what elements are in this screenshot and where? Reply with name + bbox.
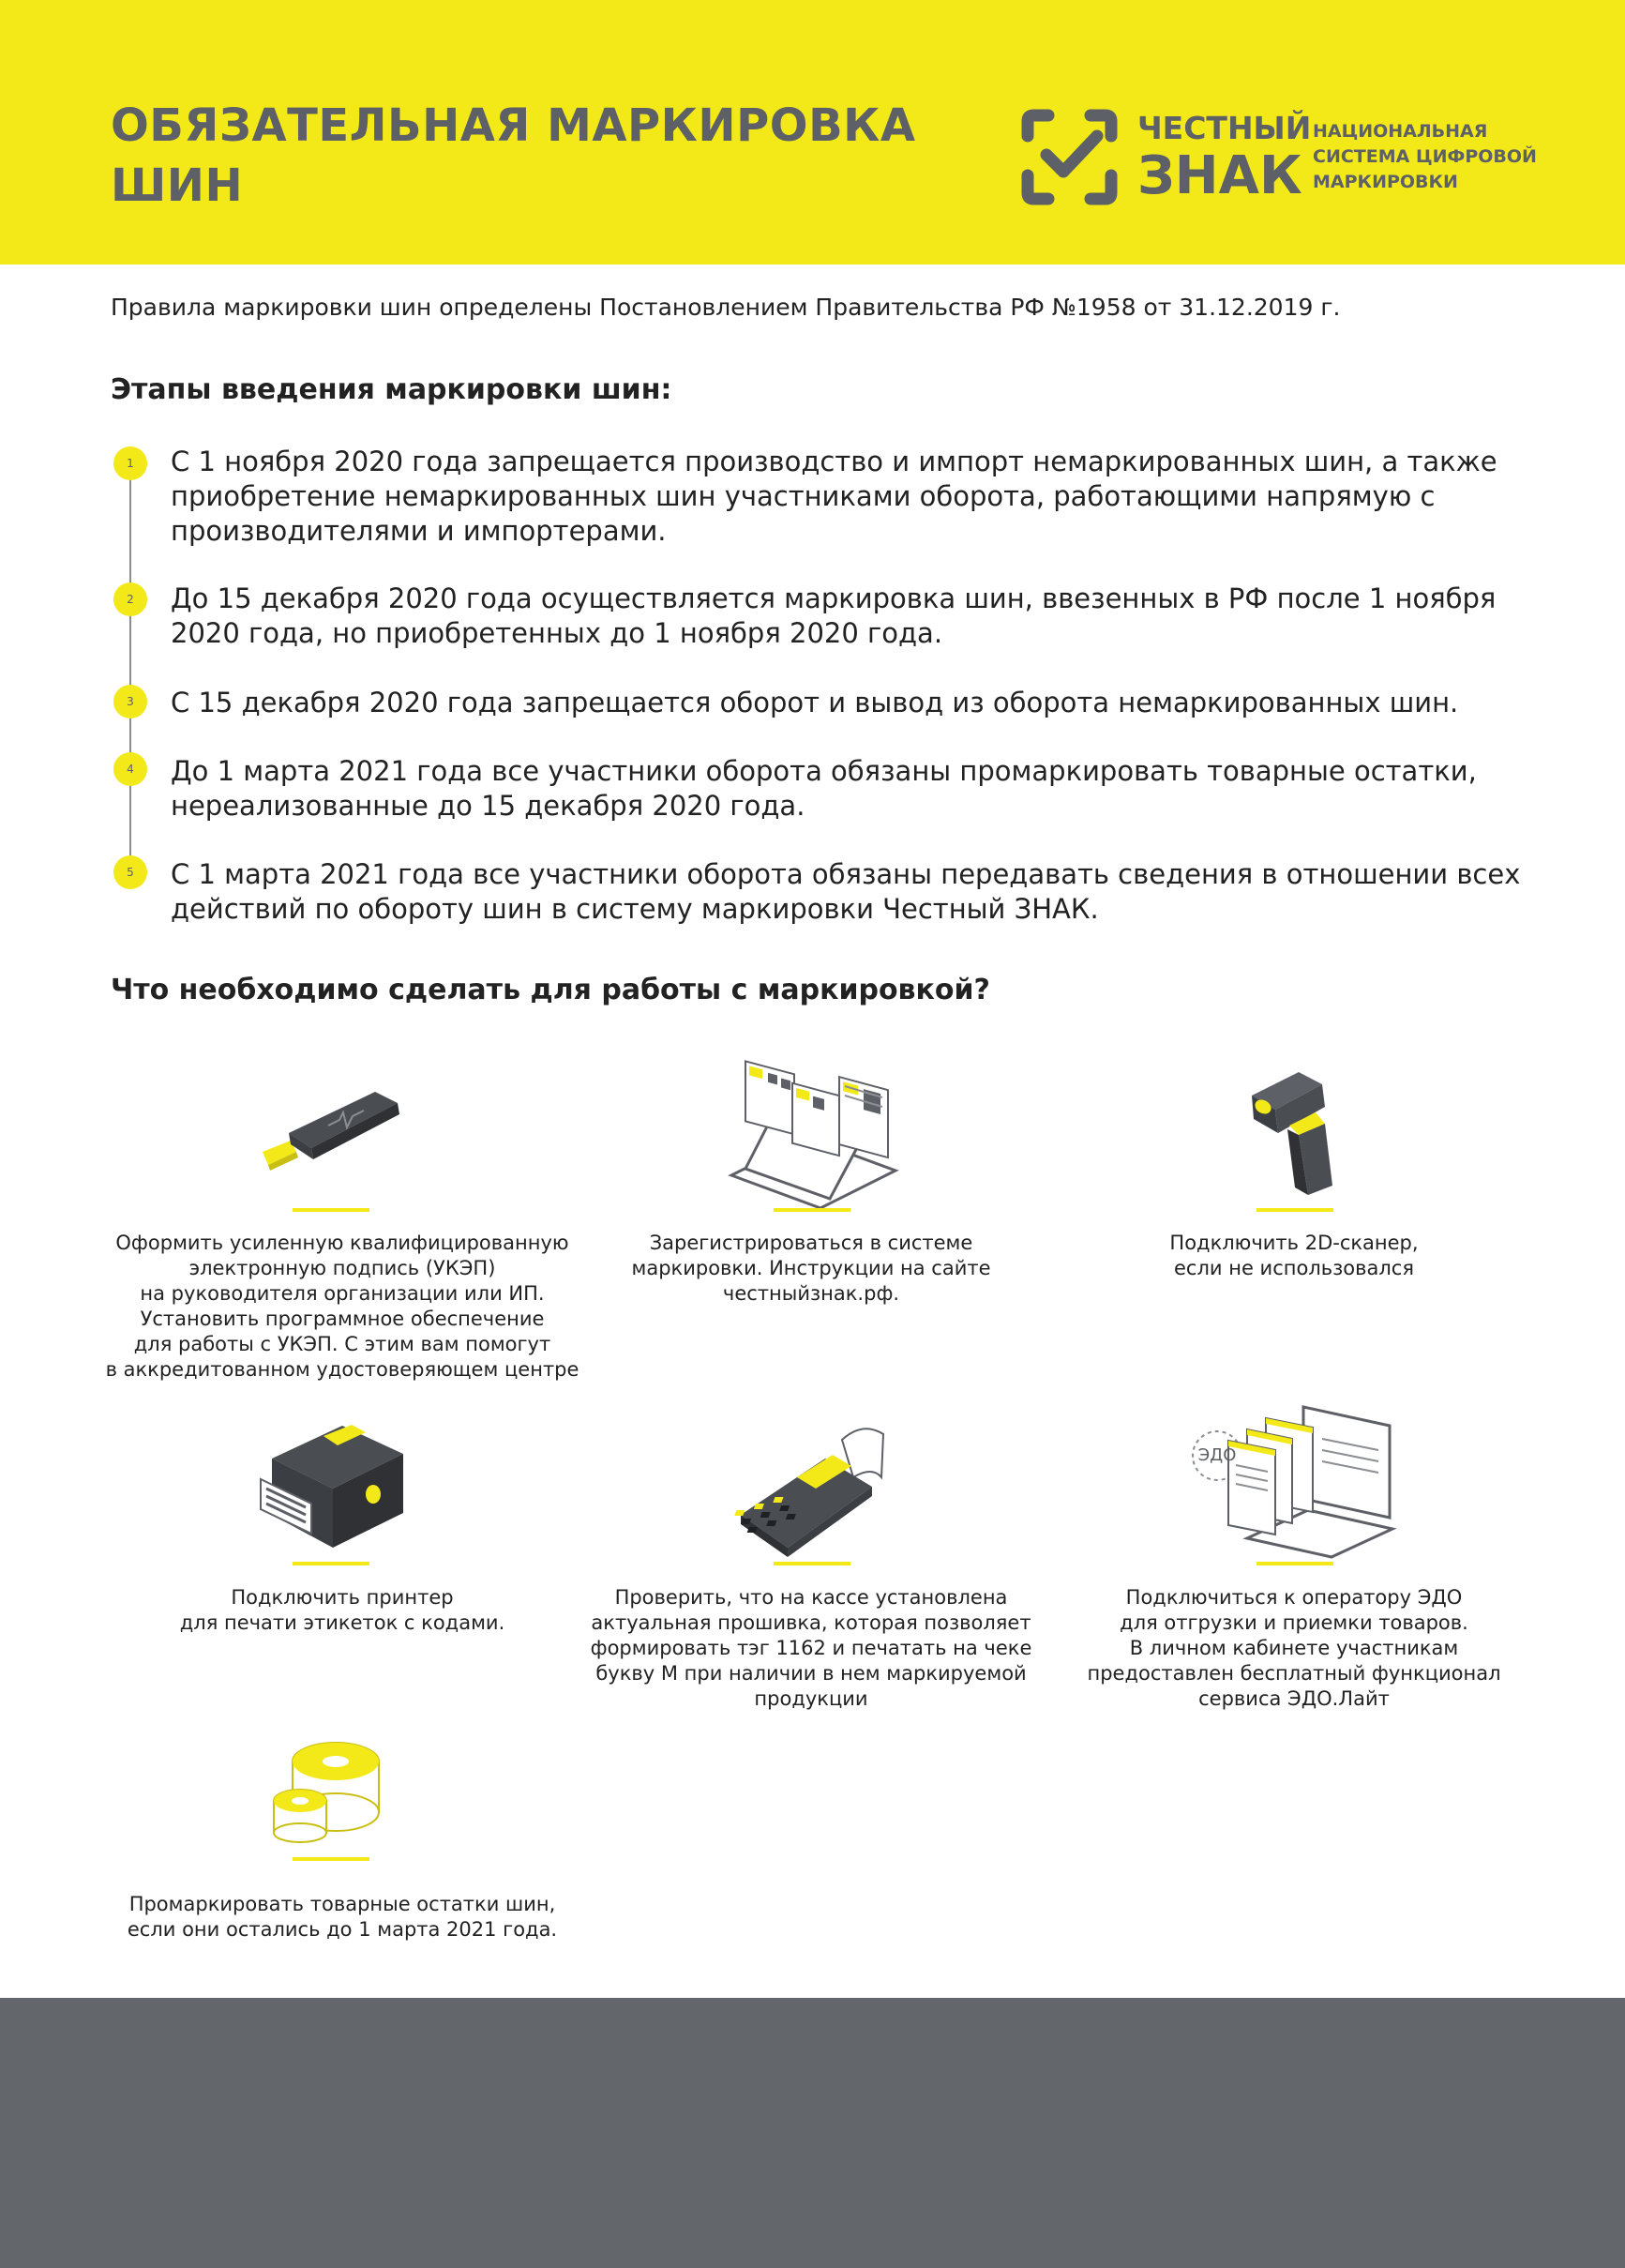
barcode-scanner-icon xyxy=(1242,1067,1346,1199)
timeline-line xyxy=(129,464,131,877)
stages-heading: Этапы введения маркировки шин: xyxy=(111,373,672,406)
usb-token-icon xyxy=(253,1079,403,1172)
edo-laptop-icon xyxy=(1191,1398,1397,1562)
stage-number-badge: 1 xyxy=(113,446,147,480)
icon-underline xyxy=(1256,1562,1333,1565)
icon-underline xyxy=(774,1208,850,1212)
todo-caption: Оформить усиленную квалифицированную электронную подпись (УКЭП) на руководителя организации или ИП. Установить программное обеспечение для работы с УКЭП. С этим вам помогут в аккредитованном удостоверяющем центре xyxy=(105,1232,579,1381)
todo-caption: Проверить, что на кассе установлена актуальная прошивка, которая позволяет формировать тэг 1162 и печатать на чеке букву М при наличии в нем маркируемой продукции xyxy=(590,1586,1032,1710)
stage-text: С 1 ноября 2020 года запрещается производство и импорт немаркированных шин, а также приобретение немаркированных шин участниками оборота, работающими напрямую с производителями и импортерами. xyxy=(171,446,1497,547)
icon-underline xyxy=(1256,1208,1333,1212)
todo-heading: Что необходимо сделать для работы с маркировкой? xyxy=(111,974,990,1006)
stage-number-badge: 4 xyxy=(113,752,147,786)
page-title xyxy=(111,96,955,216)
todo-caption: Промаркировать товарные остатки шин, если они остались до 1 марта 2021 года. xyxy=(127,1893,558,1941)
todo-caption: Подключиться к оператору ЭДО для отгрузки и приемки товаров. В личном кабинете участникам предоставлен бесплатный функционал сервиса ЭДО.Лайт xyxy=(1087,1586,1501,1710)
page-title-line-2: ШИН xyxy=(111,159,244,212)
todo-caption: Зарегистрироваться в системе маркировки. Инструкции на сайте честныйзнак.рф. xyxy=(631,1232,991,1305)
checkmark-logo-icon xyxy=(1020,108,1119,206)
footer-band xyxy=(0,1998,1625,2268)
label-printer-icon xyxy=(253,1421,413,1557)
stage-text: С 15 декабря 2020 года запрещается оборот и вывод из оборота немаркированных шин. xyxy=(171,687,1459,718)
payment-terminal-icon xyxy=(731,1421,895,1562)
page-title-line-1: ОБЯЗАТЕЛЬНАЯ МАРКИРОВКА xyxy=(111,99,916,152)
logo-tagline-line-2: СИСТЕМА ЦИФРОВОЙ xyxy=(1313,146,1537,167)
icon-underline xyxy=(293,1857,369,1861)
stage-number-badge: 3 xyxy=(113,685,147,718)
icon-underline xyxy=(774,1562,850,1565)
icon-underline xyxy=(293,1562,369,1565)
stage-number-badge: 5 xyxy=(113,855,147,889)
laptop-registration-icon xyxy=(727,1049,900,1213)
logo-tagline xyxy=(1313,119,1537,195)
logo-word-znak: ЗНАК xyxy=(1137,145,1302,206)
logo-tagline-line-3: МАРКИРОВКИ xyxy=(1313,172,1458,192)
chestny-znak-logo[interactable] xyxy=(1020,108,1545,206)
edo-badge: ЭДО xyxy=(1197,1445,1237,1465)
header-banner xyxy=(0,0,1625,265)
label-rolls-icon xyxy=(272,1726,384,1843)
stage-text: До 1 марта 2021 года все участники оборота обязаны промаркировать товарные остатки, нереализованные до 15 декабря 2020 года. xyxy=(171,755,1477,822)
logo-tagline-line-1: НАЦИОНАЛЬНАЯ xyxy=(1313,121,1488,142)
icon-underline xyxy=(293,1208,369,1212)
todo-caption: Подключить принтер для печати этикеток с кодами. xyxy=(179,1586,505,1634)
stage-text: С 1 марта 2021 года все участники оборота обязаны передавать сведения в отношении всех действий по обороту шин в систему маркировки Честный ЗНАК. xyxy=(171,858,1521,925)
stage-text: До 15 декабря 2020 года осуществляется маркировка шин, ввезенных в РФ после 1 ноября 2020 года, но приобретенных до 1 ноября 2020 года. xyxy=(171,582,1497,649)
stage-number-badge: 2 xyxy=(113,582,147,616)
logo-word-chestny: ЧЕСТНЫЙ xyxy=(1137,110,1312,146)
todo-caption: Подключить 2D-сканер, если не использовался xyxy=(1169,1232,1419,1279)
intro-text: Правила маркировки шин определены Постановлением Правительства РФ №1958 от 31.12.2019 г. xyxy=(111,294,1341,321)
